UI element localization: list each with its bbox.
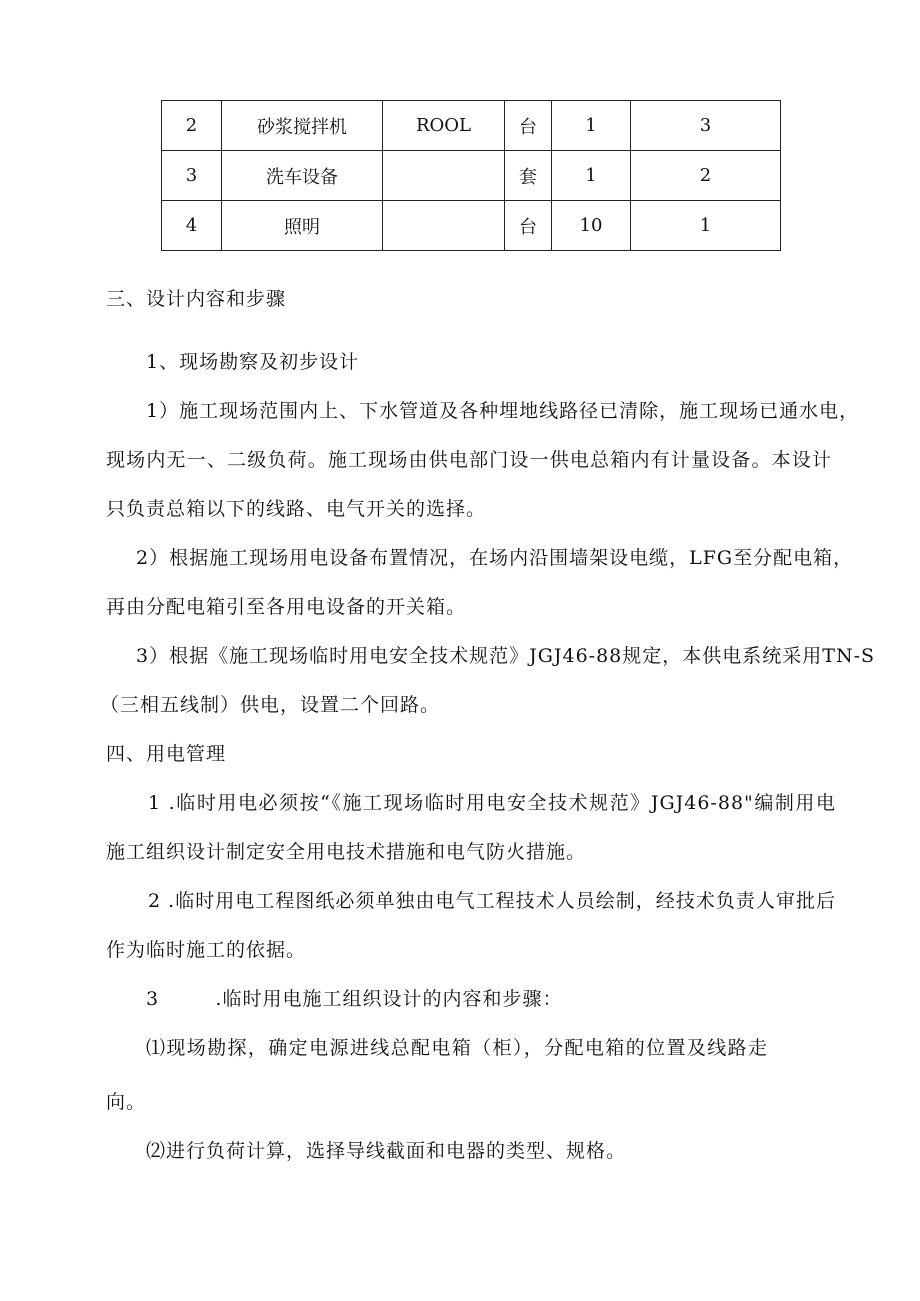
paragraph-line: ⑵进行负荷计算，选择导线截面和电器的类型、规格。 bbox=[146, 1140, 627, 1162]
table-cell: 照明 bbox=[222, 201, 383, 251]
table-cell: 3 bbox=[631, 101, 781, 151]
paragraph-line: 现场内无一、二级负荷。施工现场由供电部门设一供电总箱内有计量设备。本设计 bbox=[106, 449, 832, 471]
paragraph-line: 2 .临时用电工程图纸必须单独由电气工程技术人员绘制，经技术负责人审批后 bbox=[148, 890, 836, 912]
table-cell: 台 bbox=[505, 101, 552, 151]
table-cell: 2 bbox=[162, 101, 222, 151]
table-cell: ROOL bbox=[383, 101, 505, 151]
paragraph-line: 向。 bbox=[106, 1091, 147, 1113]
subsection-heading: 1、现场勘察及初步设计 bbox=[146, 351, 360, 373]
table-cell: 洗车设备 bbox=[222, 151, 383, 201]
paragraph-line: ⑴现场勘探，确定电源进线总配电箱（柜），分配电箱的位置及线路走 bbox=[146, 1037, 768, 1059]
section-heading: 四、用电管理 bbox=[106, 743, 227, 765]
section-heading: 三、设计内容和步骤 bbox=[106, 288, 287, 310]
table-cell: 砂浆搅拌机 bbox=[222, 101, 383, 151]
table-cell: 4 bbox=[162, 201, 222, 251]
paragraph-line: 施工组织设计制定安全用电技术措施和电气防火措施。 bbox=[106, 841, 587, 863]
table-cell bbox=[383, 151, 505, 201]
table-cell: 1 bbox=[552, 101, 631, 151]
table-cell: 台 bbox=[505, 201, 552, 251]
table-row bbox=[162, 101, 781, 151]
table-cell: 2 bbox=[631, 151, 781, 201]
table-cell bbox=[383, 201, 505, 251]
paragraph-line: 3）根据《施工现场临时用电安全技术规范》JGJ46-88规定，本供电系统采用TN-S bbox=[136, 645, 876, 667]
table-cell: 1 bbox=[631, 201, 781, 251]
table-cell: 套 bbox=[505, 151, 552, 201]
paragraph-line: 只负责总箱以下的线路、电气开关的选择。 bbox=[106, 498, 487, 520]
paragraph-line: 1）施工现场范围内上、下水管道及各种埋地线路径已清除，施工现场已通水电， bbox=[146, 400, 860, 422]
paragraph-line: 再由分配电箱引至各用电设备的开关箱。 bbox=[106, 596, 467, 618]
table-cell: 3 bbox=[162, 151, 222, 201]
table-row bbox=[162, 201, 781, 251]
equipment-table bbox=[161, 100, 781, 251]
paragraph-line: （三相五线制）供电，设置二个回路。 bbox=[100, 694, 441, 716]
table-cell: 10 bbox=[552, 201, 631, 251]
table-row bbox=[162, 151, 781, 201]
paragraph-line: 3 .临时用电施工组织设计的内容和步骤： bbox=[146, 988, 563, 1010]
paragraph-line: 作为临时施工的依据。 bbox=[106, 939, 307, 961]
table-cell: 1 bbox=[552, 151, 631, 201]
paragraph-line: 1 .临时用电必须按“《施工现场临时用电安全技术规范》JGJ46-88"编制用电 bbox=[148, 792, 836, 814]
paragraph-line: 2）根据施工现场用电设备布置情况，在场内沿围墙架设电缆，LFG至分配电箱， bbox=[136, 547, 854, 569]
